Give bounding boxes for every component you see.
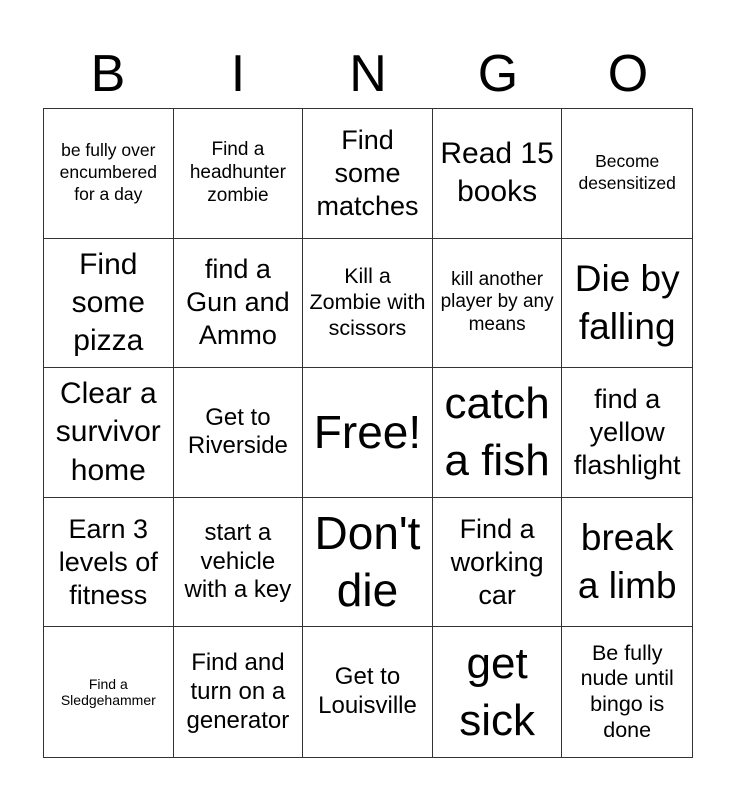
bingo-cell-r4c2[interactable] (174, 498, 304, 628)
cell-label: Kill a Zombie with scissors (309, 264, 426, 340)
cell-label: get sick (459, 639, 535, 746)
cell-label: Find a working car (450, 513, 544, 610)
cell-label: Be fully nude until bingo is done (580, 640, 674, 742)
bingo-cell-r1c2[interactable] (174, 109, 304, 239)
bingo-cell-r2c3[interactable] (303, 239, 433, 369)
bingo-cell-r5c4[interactable] (433, 627, 563, 757)
cell-label: find a yellow flashlight (573, 384, 681, 480)
cell-label: start a vehicle with a key (184, 518, 292, 604)
bingo-cell-r1c1[interactable] (44, 109, 174, 239)
cell-label: Don't die (314, 506, 421, 617)
cell-label: Find a headhunter zombie (189, 139, 286, 206)
bingo-cell-r3c1[interactable] (44, 368, 174, 498)
bingo-header (43, 40, 693, 108)
header-letter-g: G (477, 45, 519, 103)
cell-label: Die by falling (574, 257, 680, 347)
cell-label: Free! (313, 405, 422, 458)
bingo-board (43, 108, 693, 758)
cell-label: Become desensitized (578, 151, 676, 194)
bingo-cell-r2c1[interactable] (44, 239, 174, 369)
cell-label: Find a Sledgehammer (60, 676, 156, 709)
cell-label: kill another player by any means (440, 268, 554, 336)
cell-label: Get to Riverside (187, 403, 288, 460)
bingo-cell-r1c4[interactable] (433, 109, 563, 239)
header-letter-n: N (349, 45, 387, 103)
bingo-cell-r3c4[interactable] (433, 368, 563, 498)
cell-label: break a limb (577, 517, 677, 607)
bingo-cell-r4c3[interactable] (303, 498, 433, 628)
bingo-cell-r4c4[interactable] (433, 498, 563, 628)
header-letter-b: B (90, 45, 126, 103)
bingo-cell-r3c2[interactable] (174, 368, 304, 498)
bingo-cell-r3c5[interactable] (562, 368, 692, 498)
cell-label: Find some matches (316, 124, 419, 221)
header-letter-i: I (230, 45, 246, 103)
cell-label: Get to Louisville (318, 663, 417, 720)
cell-label: Find some pizza (71, 247, 145, 357)
bingo-cell-r2c5[interactable] (562, 239, 692, 369)
cell-label: Earn 3 levels of fitness (58, 513, 158, 610)
cell-label: be fully over encumbered for a day (59, 140, 157, 205)
cell-label: Read 15 books (440, 137, 554, 209)
bingo-cell-r5c1[interactable] (44, 627, 174, 757)
bingo-cell-r1c3[interactable] (303, 109, 433, 239)
bingo-cell-free[interactable] (303, 368, 433, 498)
bingo-cell-r1c5[interactable] (562, 109, 692, 239)
cell-label: Clear a survivor home (55, 377, 161, 487)
bingo-cell-r4c5[interactable] (562, 498, 692, 628)
header-letter-o: O (607, 45, 649, 103)
cell-label: catch a fish (444, 379, 550, 486)
bingo-cell-r5c2[interactable] (174, 627, 304, 757)
bingo-cell-r2c4[interactable] (433, 239, 563, 369)
cell-label: Find and turn on a generator (186, 649, 290, 734)
bingo-cell-r5c3[interactable] (303, 627, 433, 757)
bingo-cell-r4c1[interactable] (44, 498, 174, 628)
bingo-cell-r5c5[interactable] (562, 627, 692, 757)
cell-label: find a Gun and Ammo (186, 254, 290, 351)
bingo-cell-r2c2[interactable] (174, 239, 304, 369)
